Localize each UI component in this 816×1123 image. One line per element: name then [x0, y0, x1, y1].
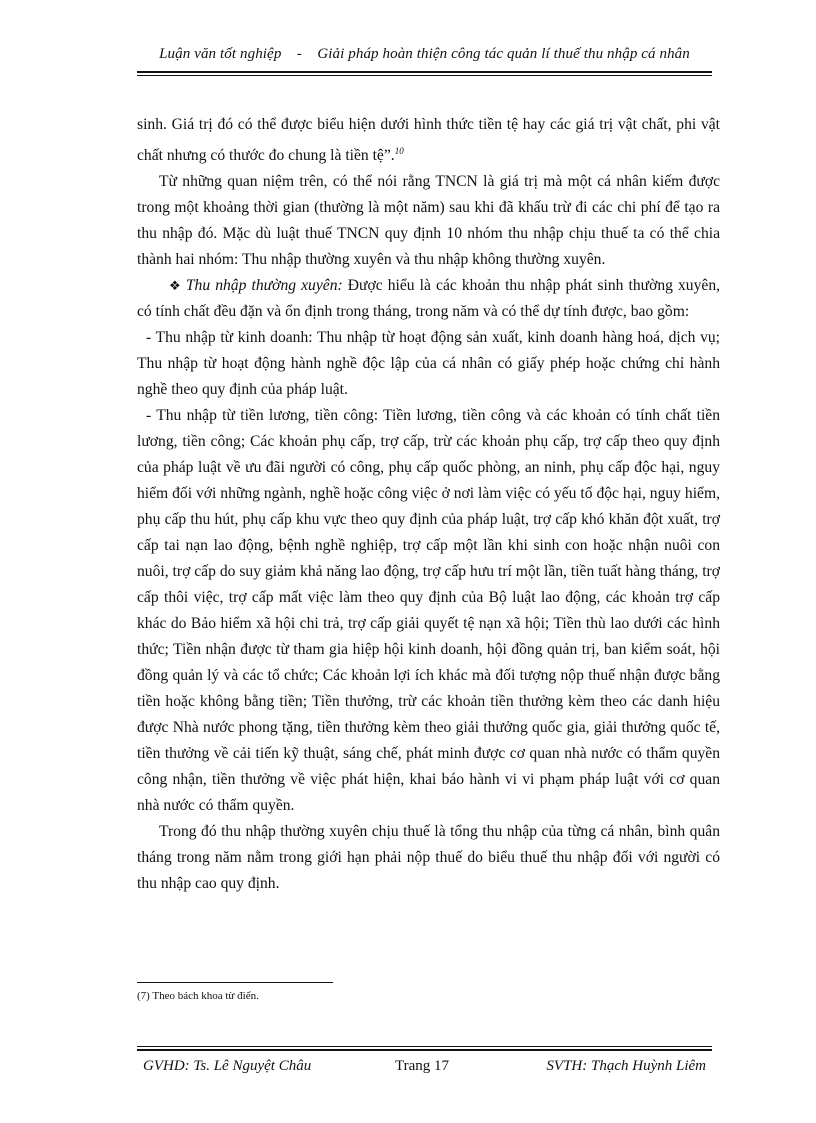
paragraph-conclusion: Trong đó thu nhập thường xuyên chịu thuế là tổng thu nhập của từng cá nhân, bình quân tháng trong năm nằm trong giới hạn phải nộp thuế do biểu thuế thu nhập đối với người có thu nhập cao quy định.: [137, 823, 720, 892]
bullet-title: Thu nhập thường xuyên:: [185, 277, 343, 294]
paragraph-continuation: [137, 112, 720, 169]
footer-rule-thick: [137, 1049, 712, 1051]
header-right: Giải pháp hoàn thiện công tác quản lí thuế thu nhập cá nhân: [317, 46, 690, 62]
header-rule-thick: [137, 71, 712, 73]
page-footer: [137, 1058, 712, 1078]
reference-number: 10: [394, 146, 404, 156]
bullet-paragraph: [137, 273, 720, 325]
paragraph-text: sinh. Giá trị đó có thể được biểu hiện dưới hình thức tiền tệ hay các giá trị vật chất, phi vật chất nhưng có thước đo chung là tiền tệ”.: [137, 116, 720, 164]
footer-student: SVTH: Thạch Huỳnh Liêm: [546, 1058, 706, 1074]
bullet-text: Được hiểu là các khoản thu nhập phát sinh thường xuyên, có tính chất đều đặn và ổn định trong tháng, trong năm và có thể dự tính được, bao gồm:: [137, 277, 721, 320]
footer-rule-thin: [137, 1046, 712, 1047]
paragraph-definition: Từ những quan niệm trên, có thể nói rằng TNCN là giá trị mà một cá nhân kiếm được trong một khoảng thời gian (thường là một năm) sau khi đã khấu trừ đi các chi phí để tạo ra thu nhập đó. Mặc dù luật thuế TNCN quy định 10 nhóm thu nhập chịu thuế ta có thể chia thành hai nhóm: Thu nhập thường xuyên và thu nhập không thường xuyên.: [137, 173, 720, 268]
footnote: [137, 990, 259, 1002]
header-left: Luận văn tốt nghiệp: [159, 46, 282, 62]
page-header: [137, 46, 712, 63]
dash-item-salary-income: - Thu nhập từ tiền lương, tiền công: Tiền lương, tiền công và các khoản có tính chất tiền lương, tiền công; Các khoản phụ cấp, trợ cấp, trừ các khoản phụ cấp, trợ cấp theo quy định của pháp luật về ưu đãi người có công, phụ cấp quốc phòng, an ninh, phụ cấp độc hại, nguy hiểm đối với những ngành, nghề hoặc công việc ở nơi làm việc có yếu tố độc hại, nguy hiểm, phụ cấp thu hút, phụ cấp khu vực theo quy định của pháp luật, trợ cấp khó khăn đột xuất, trợ cấp tai nạn lao động, bệnh nghề nghiệp, trợ cấp một lần khi sinh con hoặc nhận nuôi con nuôi, trợ cấp do suy giảm khả năng lao động, trợ cấp hưu trí một lần, tiền tuất hàng tháng, trợ cấp thôi việc, trợ cấp mất việc làm theo quy định của Bộ luật lao động, các khoản trợ cấp khác do Bảo hiểm xã hội chi trả, trợ cấp giải quyết tệ nạn xã hội; Tiền thù lao dưới các hình thức; Tiền nhận được từ tham gia hiệp hội kinh doanh, hội đồng quản trị, ban kiểm soát, hội đồng quản lý và các tổ chức; Các khoản lợi ích khác mà đối tượng nộp thuế nhận được bằng tiền hoặc không bằng tiền; Tiền thưởng, trừ các khoản tiền thưởng kèm theo các danh hiệu được Nhà nước phong tặng, tiền thưởng kèm theo giải thưởng quốc gia, giải thưởng quốc tế, tiền thưởng về cải tiến kỹ thuật, sáng chế, phát minh được cơ quan nhà nước có thẩm quyền công nhận, tiền thưởng về việc phát hiện, khai báo hành vi vi phạm pháp luật với cơ quan nhà nước có thẩm quyền.: [137, 407, 720, 814]
header-separator: -: [296, 46, 302, 62]
diamond-bullet-icon: ❖: [169, 278, 182, 293]
footnote-rule: [137, 982, 333, 983]
header-rule-thin: [137, 75, 712, 76]
dash-item-business-income: - Thu nhập từ kinh doanh: Thu nhập từ hoạt động sản xuất, kinh doanh hàng hoá, dịch vụ; Thu nhập từ hoạt động hành nghề độc lập của cá nhân có giấy phép hoặc chứng chỉ hành nghề theo quy định của pháp luật.: [137, 329, 720, 398]
footnote-mark: (7): [137, 990, 150, 1002]
footer-advisor: GVHD: Ts. Lê Nguyệt Châu: [143, 1058, 312, 1074]
document-body: [137, 112, 720, 897]
page-number: Trang 17: [395, 1058, 450, 1074]
footnote-text: Theo bách khoa từ điển.: [149, 990, 259, 1002]
